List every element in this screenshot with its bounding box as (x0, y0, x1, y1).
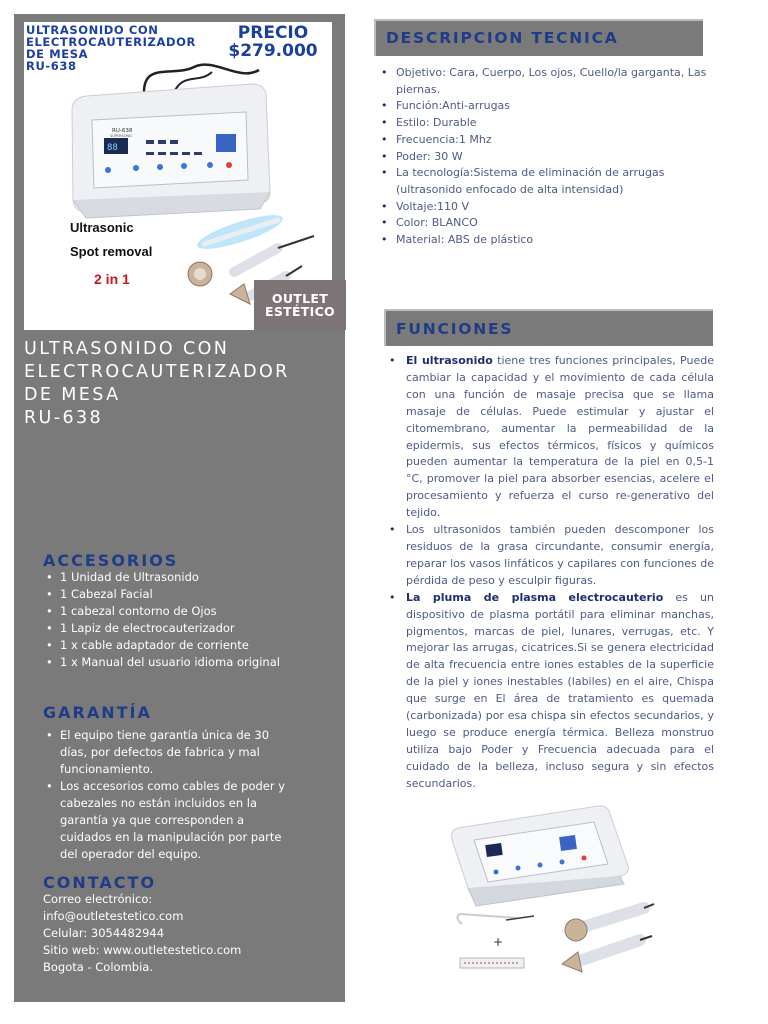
list-item: • La tecnología:Sistema de eliminación de arrugas (ultrasonido enfocado de alta intensidad) (380, 165, 710, 198)
list-item: • La pluma de plasma electrocauterio es un dispositivo de plasma portátil para eliminar manchas, pigmentos, marcas de piel, lunares, verrugas, etc. Y mejorar las arrugas, cicatrices.Si se genera electricidad de alta frecuencia entre iones estables de la superficie de la piel y iones inestables (labiles) en el aire, Chispa que surge en El área de tratamiento es quemada (carbonizada) por esa chispa sin efectos secundarios, y luego se produce energía térmica. Belleza monstruo utiliza bajo Poder y Frecuencia adecuada para el cuidado de la belleza, incluso segura y sin efectos secundarios. (388, 590, 714, 793)
contact-website[interactable]: Sitio web: www.outletestetico.com (43, 943, 242, 957)
list-item: • El equipo tiene garantía única de 30 días, por defectos de fabrica y mal funcionamiento. (46, 727, 296, 778)
photo-title: ULTRASONIDO CON ELECTROCAUTERIZADOR DE MESA RU-638 (26, 23, 196, 73)
functions-heading: FUNCIONES (396, 320, 514, 338)
product-title: ULTRASONIDO CON ELECTROCAUTERIZADOR DE MESA RU-638 (24, 339, 290, 428)
list-item: • 1 Unidad de Ultrasonido (46, 569, 296, 586)
photo-label-spot-removal: Spot removal (70, 244, 153, 259)
description-heading: DESCRIPCION TECNICA (386, 29, 619, 47)
accessories-heading: ACCESORIOS (43, 551, 179, 570)
list-item: • Estilo: Durable (380, 115, 710, 132)
accessories-list (46, 569, 296, 671)
contact-info: Correo electrónico: info@outletestetico.com Celular: 3054482944 Sitio web: www.outletestetico.com Bogota - Colombia. (43, 892, 242, 974)
price-tag: PRECIO $279.000 (228, 23, 318, 61)
list-item: • Material: ABS de plástico (380, 232, 710, 249)
warranty-heading: GARANTÍA (43, 703, 152, 722)
list-item: • Voltaje:110 V (380, 199, 710, 216)
list-item: • El ultrasonido tiene tres funciones principales, Puede cambiar la capacidad y el movimiento de cada célula con una función de masaje precisa que se llama masaje de células. Puede estimular y ajustar el citomembrano, aumentar la permeabilidad de la epidermis, sus efectos térmicos, físicos y químicos pueden aumentar la temperatura de la piel en 0,5-1 °C, promover la piel para absorber esencias, acelere el procesamiento y refuerza el curso re-generativo del tejido. (388, 353, 714, 522)
list-item: • Poder: 30 W (380, 149, 710, 166)
list-item: • 1 cabezal contorno de Ojos (46, 603, 296, 620)
list-item: • Los ultrasonidos también pueden descomponer los residuos de la grasa circundante, consumir energía, reparar los vasos linfáticos y capilares con funciones de pérdida de peso y esculpir figuras. (388, 522, 714, 590)
list-item: • Objetivo: Cara, Cuerpo, Los ojos, Cuello/la garganta, Las piernas. (380, 65, 710, 98)
left-panel (14, 14, 345, 1002)
list-item: • Frecuencia:1 Mhz (380, 132, 710, 149)
list-item: • Color: BLANCO (380, 215, 710, 232)
list-item: • 1 x cable adaptador de corriente (46, 637, 296, 654)
functions-banner (384, 309, 713, 346)
contact-location: Bogota - Colombia. (43, 960, 153, 974)
device-photo (448, 800, 670, 980)
contact-phone: Celular: 3054482944 (43, 926, 165, 940)
photo-label-2in1: 2 in 1 (94, 271, 130, 287)
list-item: • 1 x Manual del usuario idioma original (46, 654, 296, 671)
outlet-estetico-logo: OUTLET ESTÉTICO (254, 280, 346, 330)
list-item: • Los accesorios como cables de poder y cabezales no están incluidos en la garantía ya que corresponden a cuidados en la manipulación por parte del operador del equipo. (46, 778, 296, 863)
warranty-list (46, 727, 296, 863)
list-item: • 1 Cabezal Facial (46, 586, 296, 603)
contact-email[interactable]: info@outletestetico.com (43, 909, 184, 923)
list-item: • Función:Anti-arrugas (380, 98, 710, 115)
spec-list (380, 65, 710, 249)
photo-label-ultrasonic: Ultrasonic (70, 220, 134, 235)
functions-list (388, 353, 714, 793)
plus-sign: + (493, 935, 504, 949)
device-model-label: RU-638 (112, 128, 133, 134)
contact-heading: CONTACTO (43, 873, 157, 892)
description-banner (374, 19, 703, 56)
device-brand-label: SUPERSONIC (110, 134, 133, 138)
svg-text:88: 88 (107, 143, 118, 153)
list-item: • 1 Lapiz de electrocauterizador (46, 620, 296, 637)
